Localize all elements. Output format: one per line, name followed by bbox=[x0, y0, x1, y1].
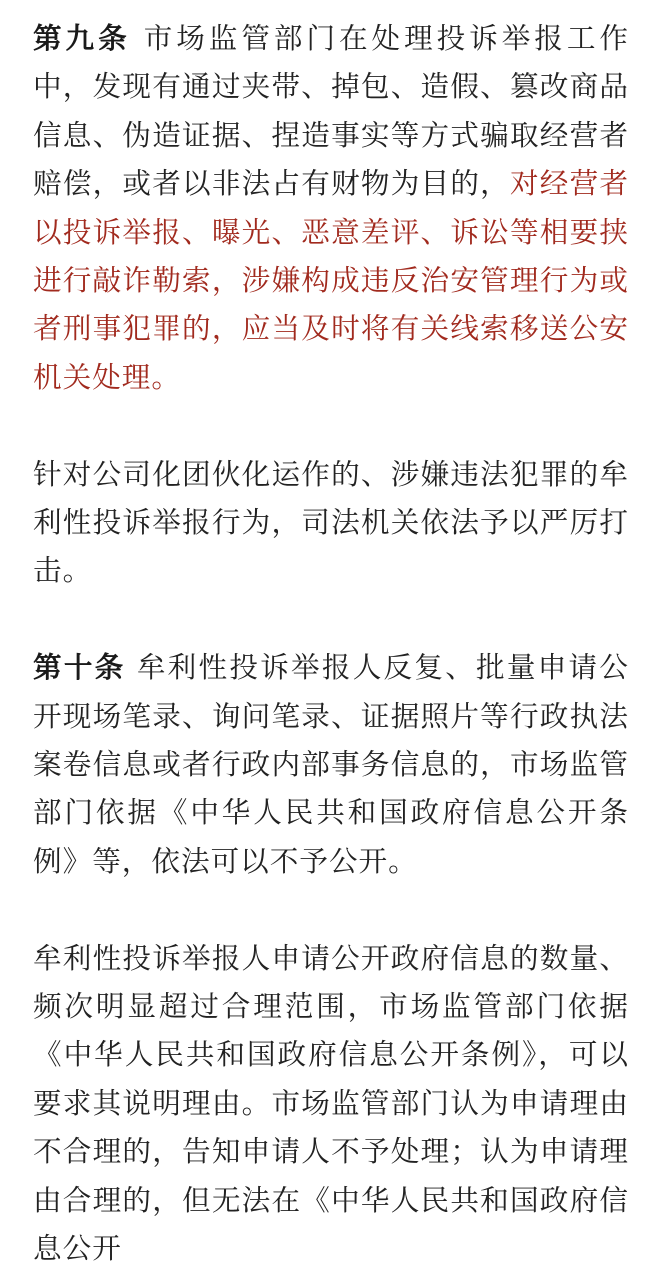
article-10-paragraph bbox=[33, 643, 629, 885]
article-10-heading: 第十条 bbox=[33, 650, 126, 685]
article-10-followup-paragraph: 牟利性投诉举报人申请公开政府信息的数量、频次明显超过合理范围，市场监管部门依据《中华人民共和国政府信息公开条例》，可以要求其说明理由。市场监管部门认为申请理由不合理的，告知申请人不予处理；认为申请理由合理的，但无法在《中华人民共和国政府信息公开 bbox=[33, 940, 629, 1266]
article-10-text: 牟利性投诉举报人反复、批量申请公开现场笔录、询问笔录、证据照片等行政执法案卷信息或者行政内部事务信息的，市场监管部门依据《中华人民共和国政府信息公开条例》等，依法可以不予公开。 bbox=[33, 650, 629, 878]
article-9-followup-paragraph: 针对公司化团伙化运作的、涉嫌违法犯罪的牟利性投诉举报行为，司法机关依法予以严厉打击。 bbox=[33, 456, 629, 588]
article-9-paragraph bbox=[33, 14, 629, 401]
article-9-highlight-text: 对经营者以投诉举报、曝光、恶意差评、诉讼等相要挟进行敲诈勒索，涉嫌构成违反治安管理行为或者刑事犯罪的，应当及时将有关线索移送公安机关处理。 bbox=[33, 166, 629, 394]
article-9-heading: 第九条 bbox=[33, 21, 131, 55]
article-9-text: 市场监管部门在处理投诉举报工作中，发现有通过夹带、掉包、造假、篡改商品信息、伪造证据、捏造事实等方式骗取经营者赔偿，或者以非法占有财物为目的， bbox=[33, 21, 629, 201]
